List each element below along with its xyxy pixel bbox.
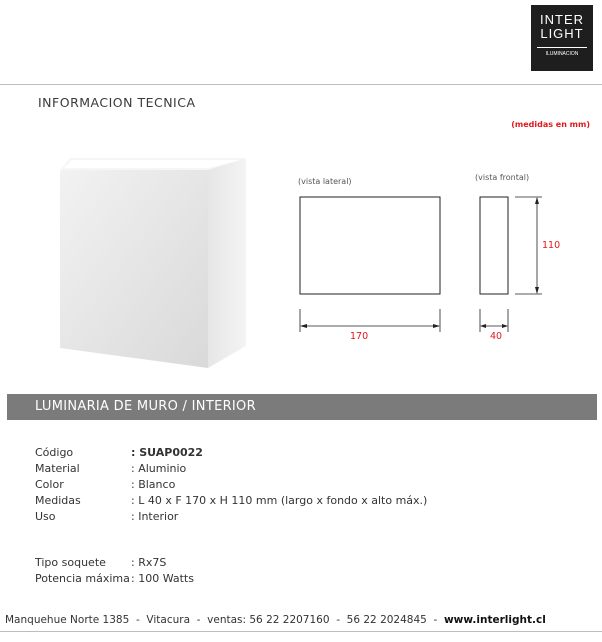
width-dimension-label: 170: [350, 331, 369, 342]
logo-line-2: LIGHT: [540, 26, 584, 41]
dimension-drawing: [290, 185, 560, 345]
spec-key: Uso: [35, 510, 56, 523]
category-title: LUMINARIA DE MURO / INTERIOR: [35, 399, 256, 414]
footer-divider: [0, 631, 602, 632]
spec-key: Color: [35, 478, 64, 491]
spec-key: Material: [35, 462, 80, 475]
spec-value: : SUAP0022: [131, 446, 203, 459]
side-view-label: (vista lateral): [298, 177, 352, 186]
spec-key: Tipo soquete: [35, 556, 106, 569]
category-band: [7, 394, 597, 420]
spec-key: Medidas: [35, 494, 81, 507]
header-divider: [0, 84, 602, 85]
units-note: (medidas en mm): [511, 120, 590, 129]
spec-key: Código: [35, 446, 74, 459]
spec-value: : Rx7S: [131, 556, 167, 569]
spec-value: : Interior: [131, 510, 179, 523]
spec-value: : L 40 x F 170 x H 110 mm (largo x fondo x alto máx.): [131, 494, 428, 507]
section-title: INFORMACION TECNICA: [38, 95, 196, 110]
logo-line-1: INTER: [540, 12, 584, 27]
logo-line-3: ILUMINACION: [537, 47, 587, 58]
spec-value: : Blanco: [131, 478, 176, 491]
product-image: [60, 150, 255, 370]
footer-contact: Manquehue Norte 1385 - Vitacura - ventas: 56 22 2207160 - 56 22 2024845 -: [5, 614, 444, 626]
brand-logo: [531, 5, 593, 71]
front-view-rect: [480, 197, 508, 294]
height-dimension-label: 110: [542, 240, 561, 251]
website-link[interactable]: www.interlight.cl: [443, 614, 546, 626]
depth-dimension-label: 40: [490, 331, 503, 342]
spec-key: Potencia máxima: [35, 572, 130, 585]
spec-value: : 100 Watts: [131, 572, 194, 585]
footer: [5, 614, 597, 626]
front-view-label: (vista frontal): [475, 173, 530, 182]
spec-value: : Aluminio: [131, 462, 187, 475]
side-view-rect: [300, 197, 440, 294]
